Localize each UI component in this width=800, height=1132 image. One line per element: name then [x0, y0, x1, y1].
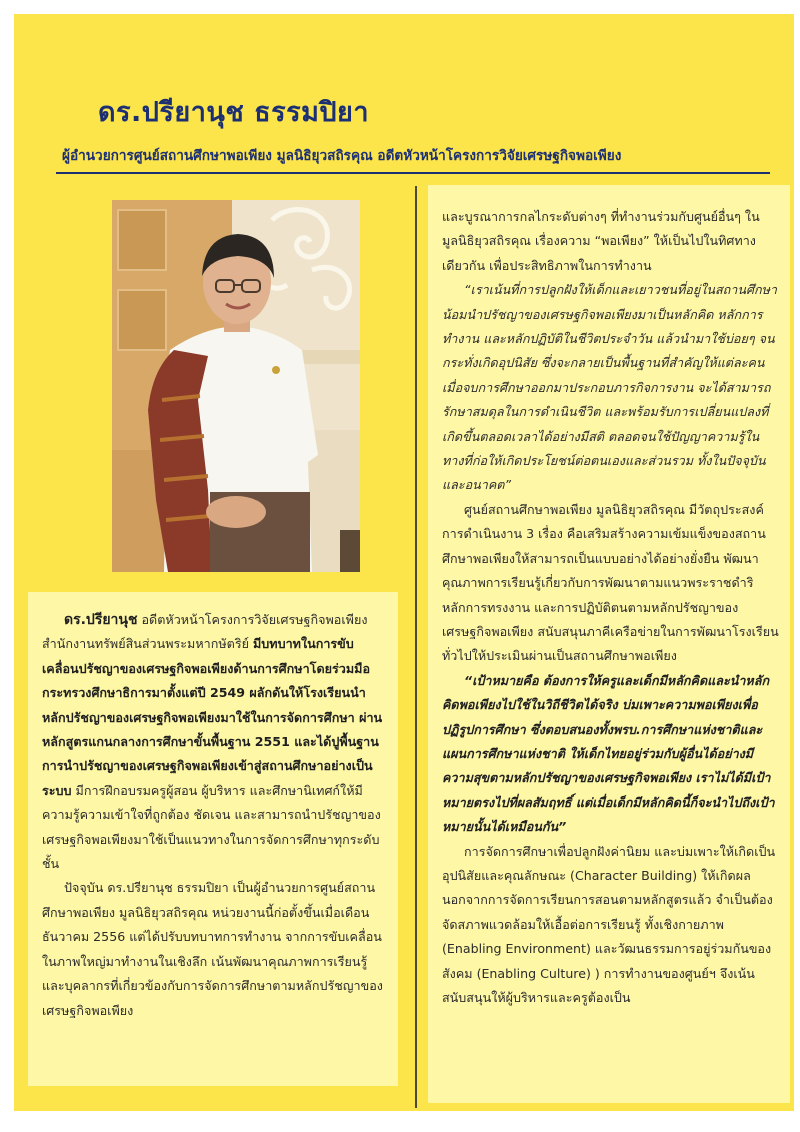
portrait-illustration	[112, 200, 360, 572]
right-paragraph-2: ศูนย์สถานศึกษาพอเพียง มูลนิธิยุวสถิรคุณ มีวัตถุประสงค์การดำเนินงาน 3 เรื่อง คือเสริมสร้างความเข้มแข็งของสถานศึกษาพอเพียงให้สามารถเป็นแบบอย่างได้อย่างยั่งยืน พัฒนาคุณภาพการเรียนรู้เกี่ยวกับการพัฒนาตามแนวพระราชดำริ หลักการทรงงาน และการปฏิบัติตนตามหลักปรัชญาของเศรษฐกิจพอเพียง สนับสนุนภาคีเครือข่ายในการพัฒนาโรงเรียนทั่วไปให้ประเมินผ่านเป็นสถานศึกษาพอเพียง	[442, 501, 779, 664]
column-divider	[415, 186, 417, 1108]
quote-1: “เราเน้นที่การปลูกฝังให้เด็กและเยาวชนที่อยู่ในสถานศึกษาน้อมนำปรัชญาของเศรษฐกิจพอเพียงมาเป็นหลักคิด หลักการทำงาน และหลักปฏิบัติในชีวิตประจำวัน แล้วนำมาใช้บ่อยๆ จนกระทั่งเกิดอุปนิสัย ซึ่งจะกลายเป็นพื้นฐานที่สำคัญให้แต่ละคน เมื่อจบการศึกษาออกมาประกอบภารกิจการงาน จะได้สามารถรักษาสมดุลในการดำเนินชีวิต และพร้อมรับการเปลี่ยนแปลงที่เกิดขึ้นตลอดเวลาได้อย่างมีสติ ตลอดจนใช้ปัญญาความรู้ในทางที่ก่อให้เกิดประโยชน์ต่อตนเองและส่วนรวม ทั้งในปัจจุบันและอนาคต”	[442, 282, 777, 493]
person-name-heading: ดร.ปรียานุช ธรรมปิยา	[98, 97, 369, 128]
left-paragraph-2: ปัจจุบัน ดร.ปรียานุช ธรรมปิยา เป็นผู้อำนวยการศูนย์สถานศึกษาพอเพียง มูลนิธิยุวสถิรคุณ หน่วยงานนี้ก่อตั้งขึ้นเมื่อเดือนธันวาคม 2556 แต่ได้ปรับบทบาทการทำงาน จากการขับเคลื่อนในภาพใหญ่มาทำงานในเชิงลึก เน้นพัฒนาคุณภาพการเรียนรู้ และบุคลากรที่เกี่ยวข้องกับการจัดการศึกษาตามหลักปรัชญาของเศรษฐกิจพอเพียง	[42, 880, 383, 1018]
portrait-photo	[112, 200, 360, 572]
right-text-panel	[428, 185, 790, 1103]
left-text-panel	[28, 592, 398, 1086]
body-text: มีการฝึกอบรมครูผู้สอน ผู้บริหาร และศึกษานิเทศก์ให้มีความรู้ความเข้าใจที่ถูกต้อง ชัดเจน และสามารถนำปรัชญาของเศรษฐกิจพอเพียงมาใช้เป็นแนวทางในการจัดการศึกษาทุกระดับชั้น	[42, 782, 381, 872]
intro-text: อดีตหัวหน้าโครงการวิจัยเศรษฐกิจพอเพียง สำนักงานทรัพย์สินส่วนพระมหากษัตริย์	[42, 612, 368, 652]
page	[14, 14, 794, 1111]
emphasis-text: มีบทบาทในการขับเคลื่อนปรัชญาของเศรษฐกิจพอเพียงด้านการศึกษาโดยร่วมมือกระทรวงศึกษาธิการมาตั้งแต่ปี 2549 ผลักดันให้โรงเรียนนำหลักปรัชญาของเศรษฐกิจพอเพียงมาใช้ในการจัดการศึกษา ผ่านหลักสูตรแกนกลางการศึกษาขั้นพื้นฐาน 2551 และได้ปูพื้นฐานการนำปรัชญาของเศรษฐกิจพอเพียงเข้าสู่สถานศึกษาอย่างเป็นระบบ	[42, 636, 383, 798]
person-name-inline: ดร.ปรียานุช	[64, 612, 138, 628]
right-paragraph-1: และบูรณาการกลไกระดับต่างๆ ที่ทำงานร่วมกับศูนย์อื่นๆ ในมูลนิธิยุวสถิรคุณ เรื่องความ “พอเพียง” ให้เป็นไปในทิศทางเดียวกัน เพื่อประสิทธิภาพในการทำงาน	[442, 209, 760, 273]
heading-rule	[56, 172, 770, 174]
quote-2: “เป้าหมายคือ ต้องการให้ครูและเด็กมีหลักคิดและนำหลักคิดพอเพียงไปใช้ในวิถีชีวิตได้จริง บ่มเพาะความพอเพียงเพื่อปฏิรูปการศึกษา ซึ่งตอบสนองทั้งพรบ.การศึกษาแห่งชาติและแผนการศึกษาแห่งชาติ ให้เด็กไทยอยู่ร่วมกับผู้อื่นได้อย่างมีความสุขตามหลักปรัชญาของเศรษฐกิจพอเพียง เราไม่ได้มีเป้าหมายตรงไปที่ผลสัมฤทธิ์ แต่เมื่อเด็กมีหลักคิดนี้ก็จะนำไปถึงเป้าหมายนั้นได้เหมือนกัน”	[442, 672, 775, 835]
position-subtitle: ผู้อำนวยการศูนย์สถานศึกษาพอเพียง มูลนิธิยุวสถิรคุณ อดีตหัวหน้าโครงการวิจัยเศรษฐกิจพอเพียง	[62, 148, 622, 164]
right-paragraph-3: การจัดการศึกษาเพื่อปลูกฝังค่านิยม และบ่มเพาะให้เกิดเป็นอุปนิสัยและคุณลักษณะ (Character Building) ให้เกิดผล นอกจากการจัดการเรียนการสอนตามหลักสูตรแล้ว จำเป็นต้องจัดสภาพแวดล้อมให้เอื้อต่อการเรียนรู้ ทั้งเชิงกายภาพ (Enabling Environment) และวัฒนธรรมการอยู่ร่วมกันของสังคม (Enabling Culture) ) การทำงานของศูนย์ฯ จึงเน้นสนับสนุนให้ผู้บริหารและครูต้องเป็น	[442, 843, 776, 1005]
left-paragraph-1	[42, 608, 386, 876]
